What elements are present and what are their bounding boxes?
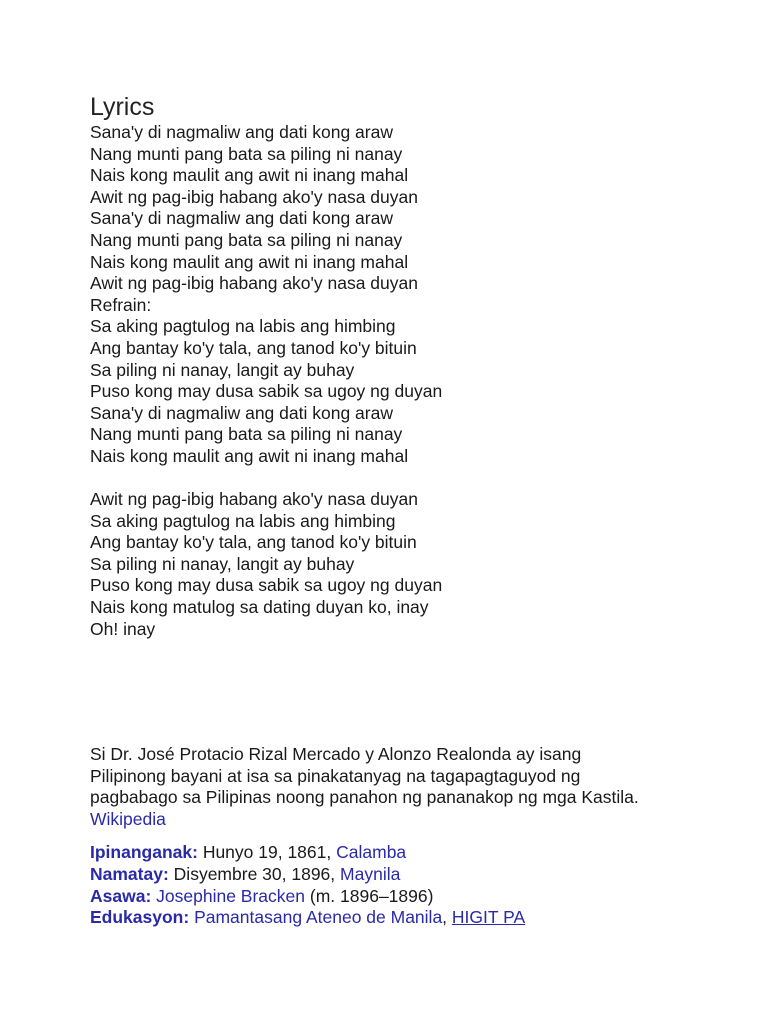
lyric-line: Ang bantay ko'y tala, ang tanod ko'y bituin	[90, 337, 417, 358]
bio-text: Si Dr. José Protacio Rizal Mercado y Alonzo Realonda ay isang Pilipinong bayani at isa sa pinakatanyag na tagapagtaguyod ng pagbabago sa Pilipinas noong panahon ng pananakop ng mga Kastila.	[90, 744, 639, 808]
more-link[interactable]: HIGIT PA	[451, 907, 526, 928]
lyric-line: Sa aking pagtulog na labis ang himbing	[90, 510, 396, 531]
fact-education-label: Edukasyon:	[90, 907, 190, 928]
lyrics-section	[90, 92, 730, 640]
lyric-line: Refrain:	[90, 294, 152, 315]
bio-paragraph	[90, 744, 650, 830]
lyric-blank-line	[90, 468, 730, 490]
fact-born-label: Ipinanganak:	[90, 842, 198, 863]
lyric-line: Sa aking pagtulog na labis ang himbing	[90, 316, 396, 337]
lyric-line: Sana'y di nagmaliw ang dati kong araw	[90, 402, 393, 423]
lyric-line: Sana'y di nagmaliw ang dati kong araw	[90, 122, 393, 142]
lyric-line: Nang munti pang bata sa piling ni nanay	[90, 424, 403, 445]
lyric-line: Puso kong may dusa sabik sa ugoy ng duyan	[90, 575, 443, 596]
lyric-line: Awit ng pag-ibig habang ako'y nasa duyan	[90, 489, 418, 510]
fact-born-text: Hunyo 19, 1861,	[202, 842, 332, 863]
fact-died-label: Namatay:	[90, 863, 169, 884]
bio-section	[90, 744, 650, 929]
fact-education	[90, 907, 650, 929]
fact-died-text: Disyembre 30, 1896,	[173, 863, 336, 884]
lyric-line: Puso kong may dusa sabik sa ugoy ng duyan	[90, 381, 443, 402]
calamba-link[interactable]: Calamba	[336, 842, 407, 863]
lyric-line: Sa piling ni nanay, langit ay buhay	[90, 359, 355, 380]
lyric-line: Nang munti pang bata sa piling ni nanay	[90, 229, 403, 250]
fact-spouse	[90, 886, 650, 908]
lyric-line: Awit ng pag-ibig habang ako'y nasa duyan	[90, 186, 418, 207]
lyric-line: Nais kong maulit ang awit ni inang mahal	[90, 165, 409, 186]
wikipedia-link[interactable]: Wikipedia	[90, 808, 166, 829]
lyric-line: Ang bantay ko'y tala, ang tanod ko'y bituin	[90, 532, 417, 553]
facts-list	[90, 842, 650, 928]
ateneo-link[interactable]: Pamantasang Ateneo de Manila	[194, 907, 443, 928]
fact-spouse-label: Asawa:	[90, 885, 152, 906]
fact-education-separator: ,	[442, 907, 448, 928]
lyric-line: Nais kong matulog sa dating duyan ko, inay	[90, 597, 429, 618]
lyric-line: Oh! inay	[90, 618, 156, 639]
maynila-link[interactable]: Maynila	[340, 863, 401, 884]
lyric-line: Nais kong maulit ang awit ni inang mahal	[90, 251, 409, 272]
lyric-line: Sana'y di nagmaliw ang dati kong araw	[90, 208, 393, 229]
josephine-bracken-link[interactable]: Josephine Bracken	[156, 885, 306, 906]
fact-spouse-text: (m. 1896–1896)	[309, 885, 434, 906]
lyrics-title: Lyrics	[90, 93, 155, 121]
lyric-line: Nang munti pang bata sa piling ni nanay	[90, 143, 403, 164]
fact-died	[90, 864, 650, 886]
lyric-line: Nais kong maulit ang awit ni inang mahal	[90, 445, 409, 466]
lyrics-list	[90, 122, 730, 640]
fact-born	[90, 842, 650, 864]
lyric-line: Awit ng pag-ibig habang ako'y nasa duyan	[90, 273, 418, 294]
lyric-line: Sa piling ni nanay, langit ay buhay	[90, 553, 355, 574]
